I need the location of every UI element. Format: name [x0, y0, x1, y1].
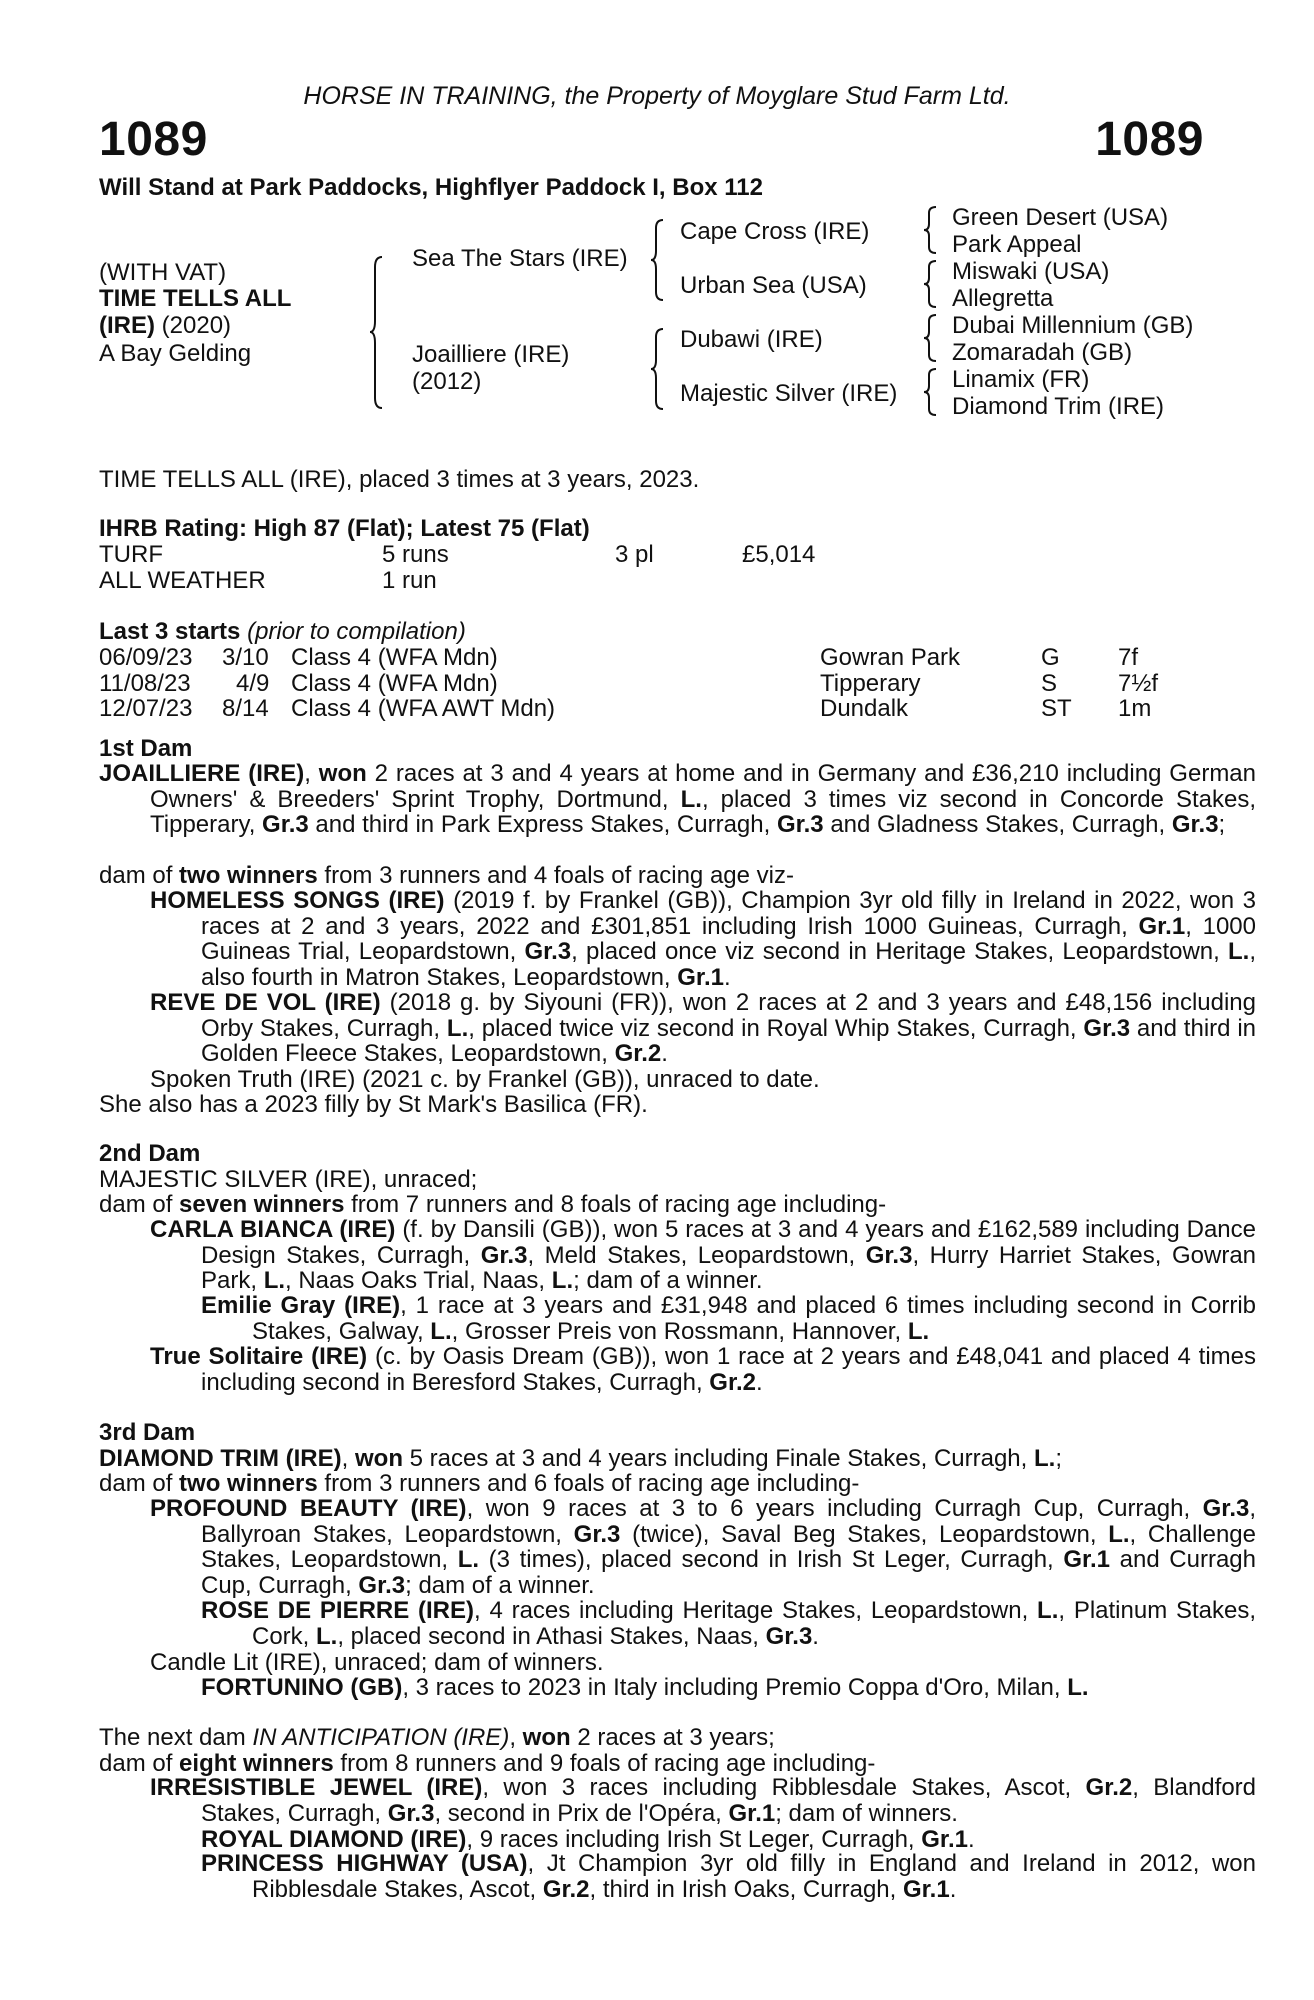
rating-prize: £5,014 [742, 541, 816, 568]
rating-surface: TURF [99, 541, 163, 568]
next-dam-grandchild-princess-highway: PRINCESS HIGHWAY (USA), Jt Champion 3yr old filly in England and Ireland in 2012, won Ribblesdale Stakes, Ascot, Gr.2, third in Irish Oaks, Curragh, Gr.1. [201, 1850, 1256, 1903]
pedigree-bracket-dam [651, 327, 665, 411]
ggp-6: Zomaradah (GB) [952, 339, 1133, 366]
start-date: 06/09/23 [99, 644, 193, 671]
horse-description: A Bay Gelding [99, 340, 252, 367]
race-summary: TIME TELLS ALL (IRE), placed 3 times at 3 years, 2023. [99, 466, 700, 493]
ggp-5: Dubai Millennium (GB) [952, 312, 1194, 339]
stand-location: Will Stand at Park Paddocks, Highflyer Paddock I, Box 112 [99, 174, 763, 201]
start-date: 11/08/23 [99, 670, 191, 697]
horse-name: TIME TELLS ALL [99, 285, 292, 312]
pedigree-bracket-ggp1 [924, 205, 938, 255]
dam1-foal-reve-de-vol: REVE DE VOL (IRE) (2018 g. by Siyouni (FR)), won 2 races at 2 and 3 years and £48,156 including Orby Stakes, Curragh, L., placed twice viz second in Royal Whip Stakes, Curragh, Gr.3 and third in Golden Fleece Stakes, Leopardstown, Gr.2. [150, 989, 1257, 1067]
page-header: HORSE IN TRAINING, the Property of Moyglare Stud Farm Ltd. [303, 82, 1011, 110]
dam1-produce: dam of two winners from 3 runners and 4 foals of racing age viz- [99, 862, 794, 889]
dam-dam-name: Majestic Silver (IRE) [680, 380, 898, 407]
dam1-record: JOAILLIERE (IRE), won 2 races at 3 and 4 years at home and in Germany and £36,210 including German Owners' & Breeders' Sprint Trophy, Dortmund, L., placed 3 times viz second in Concorde Stakes, Tipperary, Gr.3 and third in Park Express Stakes, Curragh, Gr.3 and Gladness Stakes, Curragh, Gr.3; [99, 760, 1257, 838]
ggp-3: Miswaki (USA) [952, 258, 1110, 285]
next-dam-intro: The next dam IN ANTICIPATION (IRE), won 2 races at 3 years; [99, 1724, 775, 1751]
dam1-foal-homeless-songs: HOMELESS SONGS (IRE) (2019 f. by Frankel (GB)), Champion 3yr old filly in Ireland in 2022, won 3 races at 2 and 3 years, 2022 and £301,851 including Irish 1000 Guineas, Curragh, Gr.1, 1000 Guineas Trial, Leopardstown, Gr.3, placed once viz second in Heritage Stakes, Leopardstown, L., also fourth in Matron Stakes, Leopardstown, Gr.1. [150, 887, 1257, 991]
sire-sire-name: Cape Cross (IRE) [680, 218, 870, 245]
rating-runs: 5 runs [382, 541, 449, 568]
start-going: S [1041, 670, 1058, 697]
sire-name: Sea The Stars (IRE) [412, 245, 628, 272]
start-course: Dundalk [820, 695, 909, 722]
dam1-foal-spoken-truth: Spoken Truth (IRE) (2021 c. by Frankel (GB)), unraced to date. [150, 1066, 820, 1093]
dam2-granddaughter-emilie-gray: Emilie Gray (IRE), 1 race at 3 years and £31,948 and placed 6 times including second in Corrib Stakes, Galway, L., Grosser Preis von Rossmann, Hannover, L. [201, 1292, 1257, 1345]
lot-number-left: 1089 [99, 113, 208, 166]
dam2-name: MAJESTIC SILVER (IRE), unraced; [99, 1166, 478, 1193]
ggp-8: Diamond Trim (IRE) [952, 393, 1165, 420]
start-course: Tipperary [820, 670, 921, 697]
dam3-record: DIAMOND TRIM (IRE), won 5 races at 3 and 4 years including Finale Stakes, Curragh, L.; [99, 1445, 1062, 1472]
dam3-foal-profound-beauty: PROFOUND BEAUTY (IRE), won 9 races at 3 to 6 years including Curragh Cup, Curragh, Gr.3, Ballyroan Stakes, Leopardstown, Gr.3 (twice), Saval Beg Stakes, Leopardstown, L., Challenge Stakes, Leopardstown, L. (3 times), placed second in Irish St Leger, Curragh, Gr.1 and Curragh Cup, Curragh, Gr.3; dam of a winner. [150, 1495, 1257, 1599]
start-position: 3/10 [222, 644, 269, 671]
vat-note: (WITH VAT) [99, 259, 227, 286]
start-distance: 1m [1118, 695, 1152, 722]
rating-surface: ALL WEATHER [99, 567, 266, 594]
start-position: 8/14 [222, 695, 269, 722]
start-race: Class 4 (WFA Mdn) [291, 644, 498, 671]
rating-runs: 1 run [382, 567, 437, 594]
next-dam-foal-irresistible-jewel: IRRESISTIBLE JEWEL (IRE), won 3 races including Ribblesdale Stakes, Ascot, Gr.2, Blandford Stakes, Curragh, Gr.3, second in Prix de l'Opéra, Gr.1; dam of winners. [150, 1774, 1257, 1827]
sire-dam-name: Urban Sea (USA) [680, 272, 867, 299]
dam2-foal-true-solitaire: True Solitaire (IRE) (c. by Oasis Dream (GB)), won 1 race at 2 years and £48,041 and placed 4 times including second in Beresford Stakes, Curragh, Gr.2. [150, 1343, 1256, 1396]
next-dam-grandchild-royal-diamond: ROYAL DIAMOND (IRE), 9 races including Irish St Leger, Curragh, Gr.1. [201, 1826, 975, 1853]
dam3-foal-candle-lit: Candle Lit (IRE), unraced; dam of winners. [150, 1649, 604, 1676]
rating-heading: IHRB Rating: High 87 (Flat); Latest 75 (Flat) [99, 515, 590, 542]
dam3-heading: 3rd Dam [99, 1419, 196, 1446]
horse-name-suffix: (IRE) (2020) [99, 312, 232, 339]
dam-name: Joailliere (IRE) [412, 341, 570, 368]
dam-year: (2012) [412, 368, 482, 395]
rating-placed: 3 pl [615, 541, 654, 568]
start-distance: 7½f [1118, 670, 1159, 697]
start-race: Class 4 (WFA Mdn) [291, 670, 498, 697]
next-dam-produce: dam of eight winners from 8 runners and 9 foals of racing age including- [99, 1750, 876, 1777]
dam1-yearling-note: She also has a 2023 filly by St Mark's Basilica (FR). [99, 1091, 648, 1118]
start-going: ST [1041, 695, 1072, 722]
ggp-4: Allegretta [952, 285, 1054, 312]
last-starts-heading: Last 3 starts (prior to compilation) [99, 618, 466, 645]
dam2-foal-carla-bianca: CARLA BIANCA (IRE) (f. by Dansili (GB)), won 5 races at 3 and 4 years and £162,589 including Dance Design Stakes, Curragh, Gr.3, Meld Stakes, Leopardstown, Gr.3, Hurry Harriet Stakes, Gowran Park, L., Naas Oaks Trial, Naas, L.; dam of a winner. [150, 1216, 1257, 1294]
start-course: Gowran Park [820, 644, 961, 671]
dam3-granddaughter-fortunino: FORTUNINO (GB), 3 races to 2023 in Italy including Premio Coppa d'Oro, Milan, L. [201, 1674, 1089, 1701]
pedigree-bracket-sire [651, 218, 665, 302]
start-date: 12/07/23 [99, 695, 193, 722]
start-distance: 7f [1118, 644, 1139, 671]
dam1-heading: 1st Dam [99, 735, 193, 762]
pedigree-bracket-ggp3 [924, 313, 938, 363]
start-going: G [1041, 644, 1060, 671]
ggp-2: Park Appeal [952, 231, 1082, 258]
start-race: Class 4 (WFA AWT Mdn) [291, 695, 556, 722]
pedigree-bracket-ggp4 [924, 367, 938, 417]
dam3-granddaughter-rose-de-pierre: ROSE DE PIERRE (IRE), 4 races including Heritage Stakes, Leopardstown, L., Platinum Stakes, Cork, L., placed second in Athasi Stakes, Naas, Gr.3. [201, 1597, 1256, 1650]
ggp-1: Green Desert (USA) [952, 204, 1169, 231]
dam2-produce: dam of seven winners from 7 runners and 8 foals of racing age including- [99, 1191, 887, 1218]
lot-number-right: 1089 [1095, 113, 1204, 166]
start-position: 4/9 [236, 670, 270, 697]
pedigree-bracket-ggp2 [924, 259, 938, 309]
dam2-heading: 2nd Dam [99, 1140, 201, 1167]
dam3-produce: dam of two winners from 3 runners and 6 foals of racing age including- [99, 1470, 860, 1497]
dam-sire-name: Dubawi (IRE) [680, 326, 823, 353]
pedigree-bracket-main [370, 255, 384, 410]
ggp-7: Linamix (FR) [952, 366, 1090, 393]
